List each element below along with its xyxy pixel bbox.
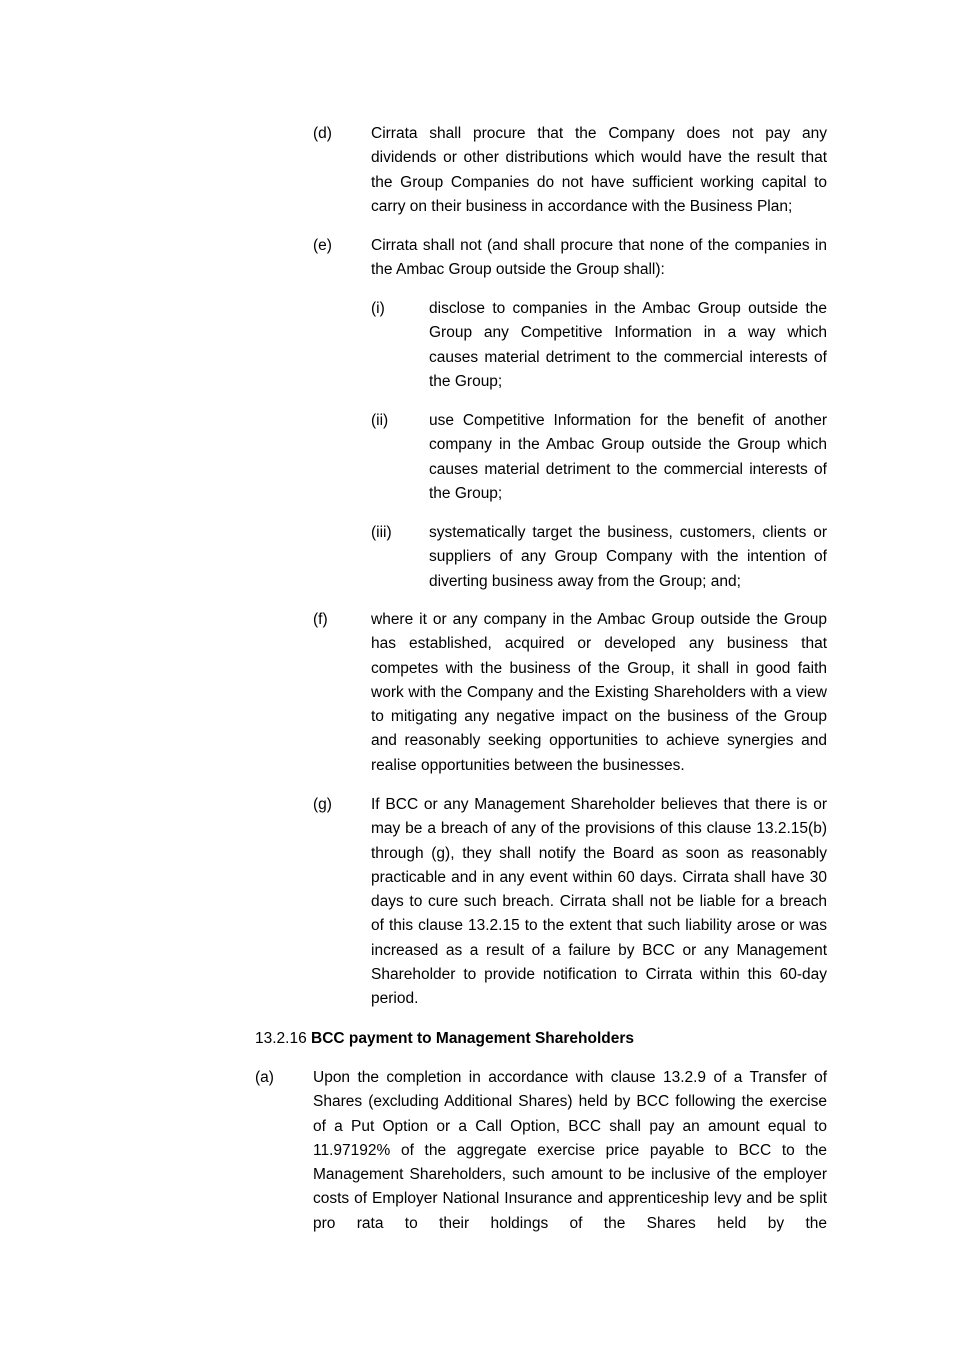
clause-e-i-label: (i)	[371, 300, 385, 317]
clause-e-ii-text: use Competitive Information for the benefit of another company in the Ambac Group outside the Group which causes material detriment to the commercial interests of the Group;	[429, 412, 827, 502]
clause-e-ii-label: (ii)	[371, 412, 389, 429]
section-clause-a-label: (a)	[255, 1069, 274, 1086]
clause-g-label: (g)	[313, 796, 332, 813]
clause-e-text: Cirrata shall not (and shall procure that none of the companies in the Ambac Group outside the Group shall):	[371, 237, 827, 279]
clause-f-label: (f)	[313, 611, 328, 628]
clause-g-text: If BCC or any Management Shareholder believes that there is or may be a breach of any of the provisions of this clause 13.2.15(b) through (g), they shall notify the Board as soon as reasonably practicable and in any event within 60 days. Cirrata shall have 30 days to cure such breach. Cirrata shall not be liable for a breach of this clause 13.2.15 to the extent that such liability arose or was increased as a result of a failure by BCC or any Management Shareholder to provide notification to Cirrata within this 60-day period.	[371, 796, 827, 1008]
clause-e-label: (e)	[313, 237, 332, 254]
section-number: 13.2.16	[255, 1030, 307, 1047]
section-clause-a-text: Upon the completion in accordance with clause 13.2.9 of a Transfer of Shares (excluding Additional Shares) held by BCC following the exercise of a Put Option or a Call Option, BCC shall pay an amount equal to 11.97192% of the aggregate exercise price payable to BCC to the Management Shareholders, such amount to be inclusive of the employer costs of Employer National Insurance and apprenticeship levy and be split pro rata to their holdings of the Shares held by the	[313, 1069, 827, 1232]
clause-e-i-text: disclose to companies in the Ambac Group outside the Group any Competitive Information in a way which causes material detriment to the commercial interests of the Group;	[429, 300, 827, 390]
clause-e-iii-text: systematically target the business, customers, clients or suppliers of any Group Company with the intention of diverting business away from the Group; and;	[429, 524, 827, 590]
section-title: BCC payment to Management Shareholders	[311, 1030, 635, 1047]
clause-e-iii-label: (iii)	[371, 524, 392, 541]
clause-d-label: (d)	[313, 125, 332, 142]
clause-d-text: Cirrata shall procure that the Company does not pay any dividends or other distributions which would have the result that the Group Companies do not have sufficient working capital to carry on their business in accordance with the Business Plan;	[371, 125, 827, 215]
section-heading	[255, 1027, 634, 1051]
clause-f-text: where it or any company in the Ambac Group outside the Group has established, acquired or developed any business that competes with the business of the Group, it shall in good faith work with the Company and the Existing Shareholders with a view to mitigating any negative impact on the business of the Group and reasonably seeking opportunities to achieve synergies and realise opportunities between the businesses.	[371, 611, 827, 774]
